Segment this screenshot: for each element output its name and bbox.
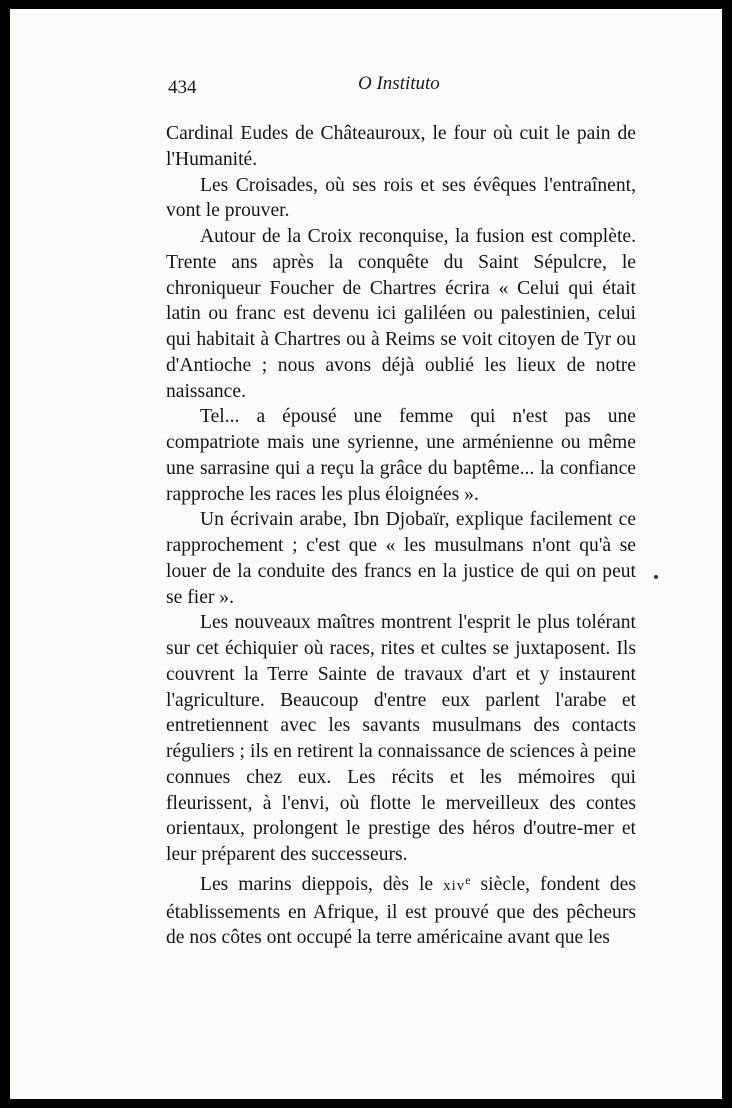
body-text: [166, 121, 636, 951]
book-page: [10, 9, 722, 1099]
paragraph-7-start: Les marins dieppois, dès le: [200, 873, 444, 895]
running-title: O Instituto: [358, 73, 440, 94]
paragraph-2: Les Croisades, où ses rois et ses évêques l'entraînent, vont le prouver.: [166, 174, 636, 222]
paragraph-5: Un écrivain arabe, Ibn Djobaïr, explique facilement ce rapprochement ; c'est que « les musulmans n'ont qu'à se louer de la conduite des francs en la justice de qui on peut se fier ».: [166, 509, 636, 608]
margin-speck: [654, 575, 658, 579]
paragraph-4: Tel... a épousé une femme qui n'est pas une compatriote mais une syrienne, une arménienne ou même une sarrasine qui a reçu la grâce du baptême... la confiance rapproche les races les plus éloignées ».: [166, 406, 636, 505]
paragraph-6: Les nouveaux maîtres montrent l'esprit le plus tolérant sur cet échiquier où races, rites et cultes se juxtaposent. Ils couvrent la Terre Sainte de travaux d'art et y instaurent l'agriculture. Beaucoup d'entre eux parlent l'arabe et entretiennent avec les savants musulmans des contacts réguliers ; ils en retirent la connaissance de sciences à peine connues chez eux. Les récits et les mémoires qui fleurissent, à l'envi, où flotte le merveilleux des contes orientaux, prolongent le prestige des héros d'outre-mer et leur préparent des successeurs.: [166, 612, 636, 865]
century-numeral: xiv: [443, 877, 466, 894]
paragraph-1: Cardinal Eudes de Châteauroux, le four où cuit le pain de l'Humanité.: [166, 123, 636, 170]
paragraph-3: Autour de la Croix reconquise, la fusion est complète. Trente ans après la conquête du Saint Sépulcre, le chroniqueur Foucher de Chartres écrira « Celui qui était latin ou franc est devenu ici galiléen ou palestinien, celui qui habitait à Chartres ou à Reims se voit citoyen de Tyr ou d'Antioche ; nous avons déjà oublié les lieux de notre naissance.: [166, 226, 636, 402]
century-suffix: e: [465, 872, 471, 887]
page-number: 434: [168, 77, 197, 98]
page-header: [168, 73, 646, 105]
paragraph-7: [166, 868, 636, 951]
paragraph-7-end: siècle, fondent des établissements en Afrique, il est prouvé que des pêcheurs de nos côtes ont occupé la terre américaine avant que les: [166, 873, 636, 949]
